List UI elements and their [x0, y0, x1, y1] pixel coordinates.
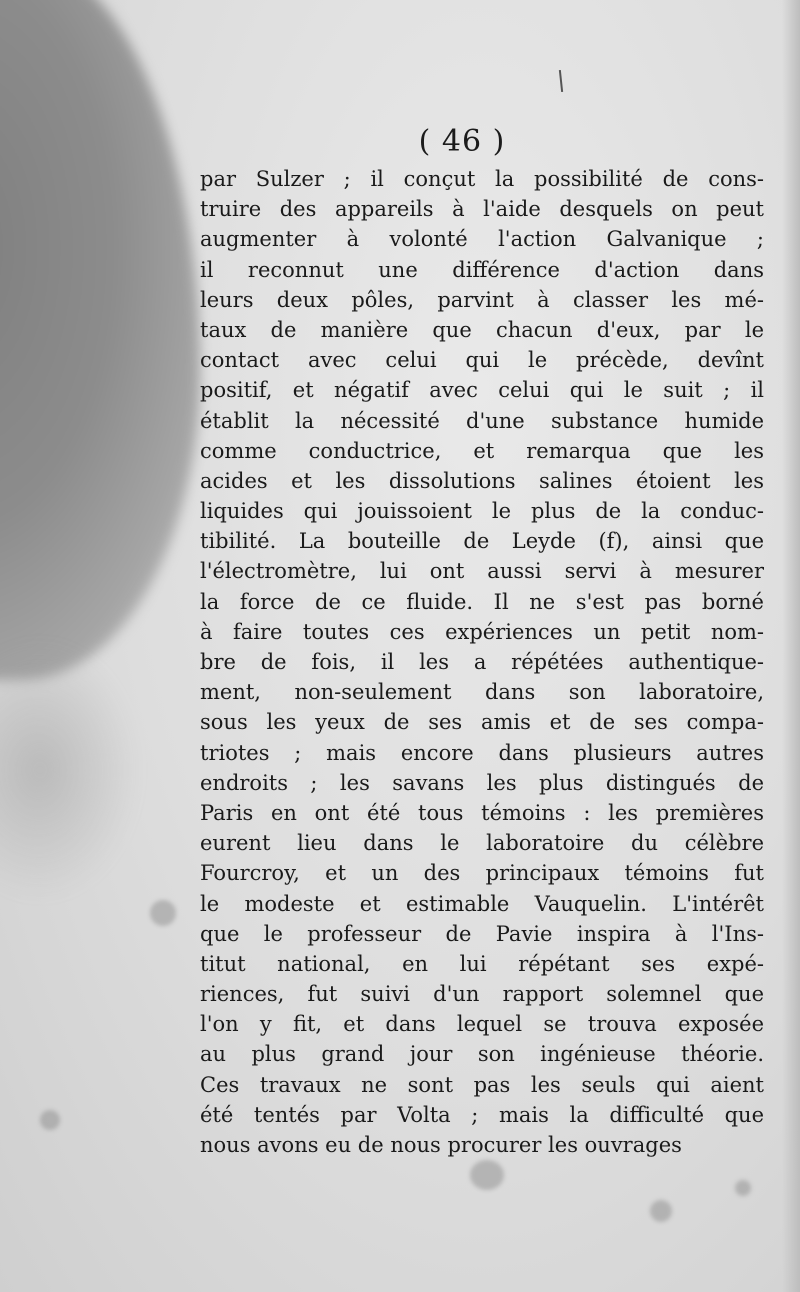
text-line: ment, non-seulement dans son laboratoire,: [200, 680, 764, 705]
text-line: triotes ; mais encore dans plusieurs autres: [200, 740, 764, 765]
text-line: augmenter à volonté l'action Galvanique ;: [200, 227, 764, 252]
text-line: il reconnut une différence d'action dans: [200, 257, 764, 282]
text-line: Fourcroy, et un des principaux témoins fut: [200, 861, 764, 886]
body-text: [200, 164, 764, 1160]
text-line: nous avons eu de nous procurer les ouvrages: [200, 1133, 682, 1157]
text-line: été tentés par Volta ; mais la difficulté que: [200, 1102, 764, 1127]
text-line: endroits ; les savans les plus distingués de: [200, 770, 764, 795]
page-speck: [650, 1200, 672, 1222]
page-speck: [150, 900, 176, 926]
ink-mark: [559, 70, 563, 92]
text-line: positif, et négatif avec celui qui le suit ; il: [200, 378, 764, 403]
text-line: bre de fois, il les a répétées authentique-: [200, 650, 764, 674]
text-line: leurs deux pôles, parvint à classer les mé-: [200, 287, 764, 312]
text-line: la force de ce fluide. Il ne s'est pas borné: [200, 589, 764, 614]
page-number: ( 46 ): [418, 124, 506, 159]
text-line: taux de manière que chacun d'eux, par le: [200, 317, 764, 342]
text-line: contact avec celui qui le précède, devînt: [200, 348, 764, 373]
page-edge-shadow: [782, 0, 800, 1292]
page-stain: [0, 0, 200, 680]
text-line: par Sulzer ; il conçut la possibilité de cons-: [200, 167, 764, 191]
text-line: à faire toutes ces expériences un petit nom-: [200, 619, 764, 644]
text-line: acides et les dissolutions salines étoient les: [200, 468, 764, 493]
text-line: établit la nécessité d'une substance humide: [200, 408, 764, 433]
text-line: tibilité. La bouteille de Leyde (f), ainsi que: [200, 529, 764, 554]
page-stain-lower: [0, 640, 140, 900]
text-line: le modeste et estimable Vauquelin. L'intérêt: [200, 891, 764, 916]
text-line: que le professeur de Pavie inspira à l'Ins-: [200, 921, 764, 946]
text-line: Ces travaux ne sont pas les seuls qui aient: [200, 1072, 764, 1097]
text-line: truire des appareils à l'aide desquels on peut: [200, 197, 764, 222]
text-line: eurent lieu dans le laboratoire du célèbre: [200, 831, 764, 856]
page-speck: [735, 1180, 751, 1196]
text-line: comme conductrice, et remarqua que les: [200, 438, 764, 463]
text-line: Paris en ont été tous témoins : les premières: [200, 800, 764, 825]
text-line: l'électromètre, lui ont aussi servi à mesurer: [200, 559, 764, 584]
text-line: au plus grand jour son ingénieuse théorie.: [200, 1042, 764, 1067]
text-line: riences, fut suivi d'un rapport solemnel que: [200, 982, 764, 1007]
text-line: sous les yeux de ses amis et de ses compa-: [200, 710, 764, 735]
page-speck: [40, 1110, 60, 1130]
text-line: titut national, en lui répétant ses expé-: [200, 951, 764, 976]
page-speck: [470, 1160, 504, 1190]
text-line: liquides qui jouissoient le plus de la conduc-: [200, 499, 764, 524]
text-line: l'on y fit, et dans lequel se trouva exposée: [200, 1012, 764, 1037]
